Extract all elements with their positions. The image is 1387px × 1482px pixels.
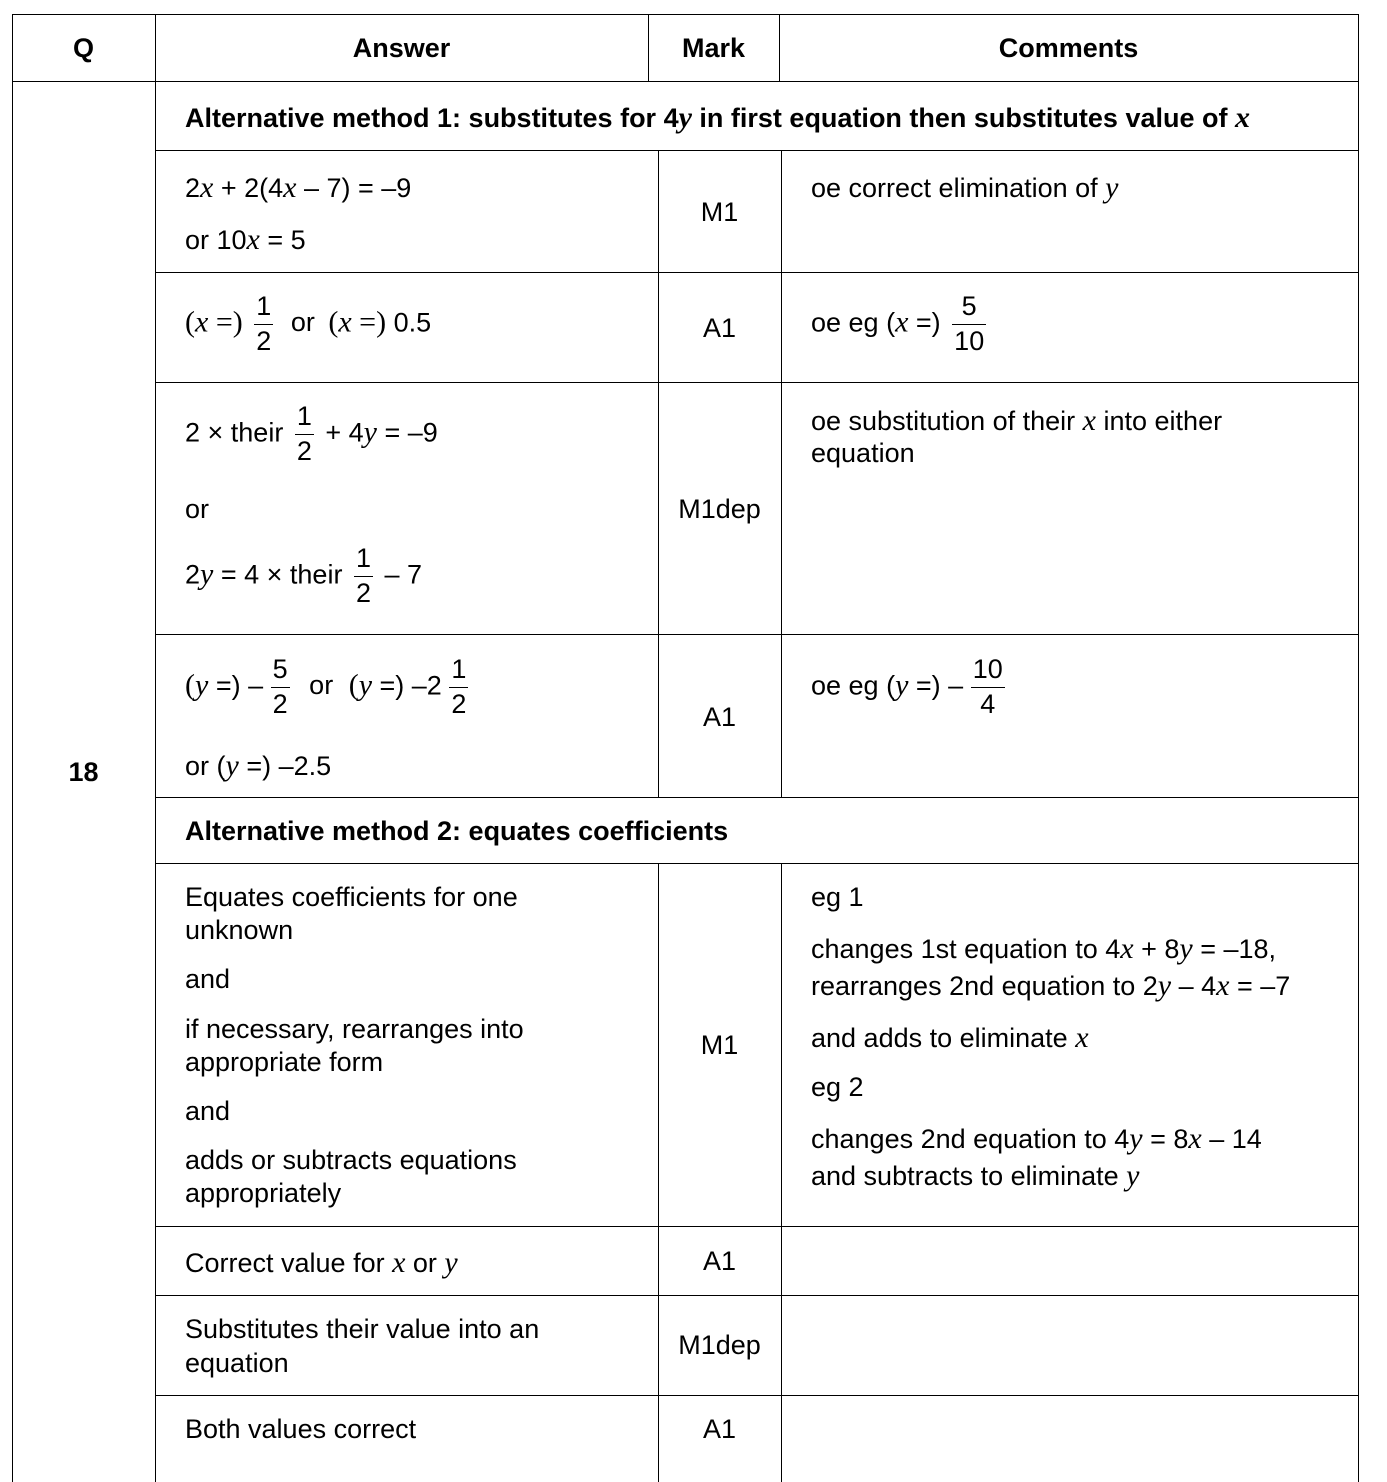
m2-row3-answer-line1: Substitutes their value into an <box>185 1314 540 1344</box>
m2-row1-answer-5: and <box>185 1096 231 1126</box>
m2-row1-answer-6: adds or subtracts equations <box>185 1145 517 1175</box>
row-line <box>155 634 1359 635</box>
m2-row1-answer-7: appropriately <box>185 1178 342 1208</box>
fraction: $\frac{1}{2}$ <box>355 543 371 608</box>
row-line <box>155 1226 1359 1227</box>
m1-row3-answer-line1: 2 × their $\frac{1}{2}$ + 4y = –9 <box>185 401 438 466</box>
row-line <box>155 382 1359 383</box>
m2-row1-comment-l4: changes 2nd equation to 4y = 8x – 14 <box>811 1122 1262 1155</box>
m2-row2-answer: Correct value for x or y <box>185 1246 458 1279</box>
row-line <box>155 797 1359 798</box>
m1-row2-mark: A1 <box>702 313 737 343</box>
header-bottom <box>12 81 1359 82</box>
divider-q <box>155 14 156 1482</box>
m2-row2-mark: A1 <box>702 1246 737 1276</box>
row-line <box>155 272 1359 273</box>
m1-row3-comment-line1: oe substitution of their x into either <box>811 404 1223 437</box>
row-line <box>155 1395 1359 1396</box>
question-number: 18 <box>68 757 99 787</box>
fraction: $\frac{5}{2}$ <box>272 654 288 719</box>
m2-row1-comment-l2: rearranges 2nd equation to 2y – 4x = –7 <box>811 969 1291 1002</box>
m1-row4-mark: A1 <box>702 702 737 732</box>
fraction: $\frac{5}{10}$ <box>954 291 985 356</box>
m2-row1-comment-l3: and adds to eliminate x <box>811 1021 1089 1054</box>
m2-row1-answer-2: and <box>185 964 231 994</box>
m1-row4-answer-line1: (y =) – $\frac{5}{2}$ or (y =) –2 $\frac{1}{2}$ <box>185 654 467 719</box>
m2-row1-comment-eg1: eg 1 <box>811 882 864 912</box>
border-right <box>1358 14 1359 1482</box>
header-answer: Answer <box>352 33 451 63</box>
m1-row3-answer-line3: 2y = 4 × their $\frac{1}{2}$ – 7 <box>185 543 423 608</box>
m2-row1-mark: M1 <box>700 1030 739 1060</box>
m1-row4-comment: oe eg (y =) – $\frac{10}{4}$ <box>811 654 1003 719</box>
border-left <box>12 14 13 1482</box>
fraction: $\frac{1}{2}$ <box>451 654 467 719</box>
m2-row1-answer-0: Equates coefficients for one <box>185 882 518 912</box>
m2-row1-answer-4: appropriate form <box>185 1047 384 1077</box>
divider-body-mark-left-2 <box>658 863 659 1482</box>
fraction: $\frac{10}{4}$ <box>972 654 1003 719</box>
border-top <box>12 14 1359 15</box>
divider-body-mark-right-2 <box>781 863 782 1482</box>
m1-row4-answer-line2: or (y =) –2.5 <box>185 749 332 782</box>
m2-row3-mark: M1dep <box>678 1330 761 1360</box>
m2-row1-answer-3: if necessary, rearranges into <box>185 1014 524 1044</box>
header-q: Q <box>72 33 94 63</box>
fraction: $\frac{1}{2}$ <box>296 401 312 466</box>
m1-row3-mark: M1dep <box>678 494 761 524</box>
m2-row1-comment-l5: and subtracts to eliminate y <box>811 1159 1140 1192</box>
m1-row1-answer-line2: or 10x = 5 <box>185 223 306 256</box>
m1-row1-mark: M1 <box>700 197 739 227</box>
method1-heading: Alternative method 1: substitutes for 4y in first equation then substitutes value of x <box>185 101 1250 134</box>
m1-row1-comment: oe correct elimination of y <box>811 171 1119 204</box>
row-line <box>155 1295 1359 1296</box>
m2-row1-comment-eg2: eg 2 <box>811 1072 864 1102</box>
divider-body-mark-right-1 <box>781 150 782 798</box>
header-mark: Mark <box>681 33 746 63</box>
row-line <box>155 863 1359 864</box>
m1-row2-comment: oe eg (x =) $\frac{5}{10}$ <box>811 291 985 356</box>
m1-row1-answer-line1: 2x + 2(4x – 7) = –9 <box>185 171 412 204</box>
m2-row4-answer: Both values correct <box>185 1414 417 1444</box>
header-comments: Comments <box>998 33 1139 63</box>
m1-row3-comment-line2: equation <box>811 438 915 468</box>
m2-row4-mark: A1 <box>702 1414 737 1444</box>
m2-row1-comment-l1: changes 1st equation to 4x + 8y = –18, <box>811 932 1277 965</box>
m1-row2-answer: (x =) $\frac{1}{2}$ or (x =) 0.5 <box>185 291 432 356</box>
row-line <box>155 150 1359 151</box>
method2-heading: Alternative method 2: equates coefficients <box>185 816 729 846</box>
m2-row3-answer-line2: equation <box>185 1348 289 1378</box>
m2-row1-answer-1: unknown <box>185 915 294 945</box>
fraction: $\frac{1}{2}$ <box>256 291 272 356</box>
m1-row3-answer-or: or <box>185 494 210 524</box>
